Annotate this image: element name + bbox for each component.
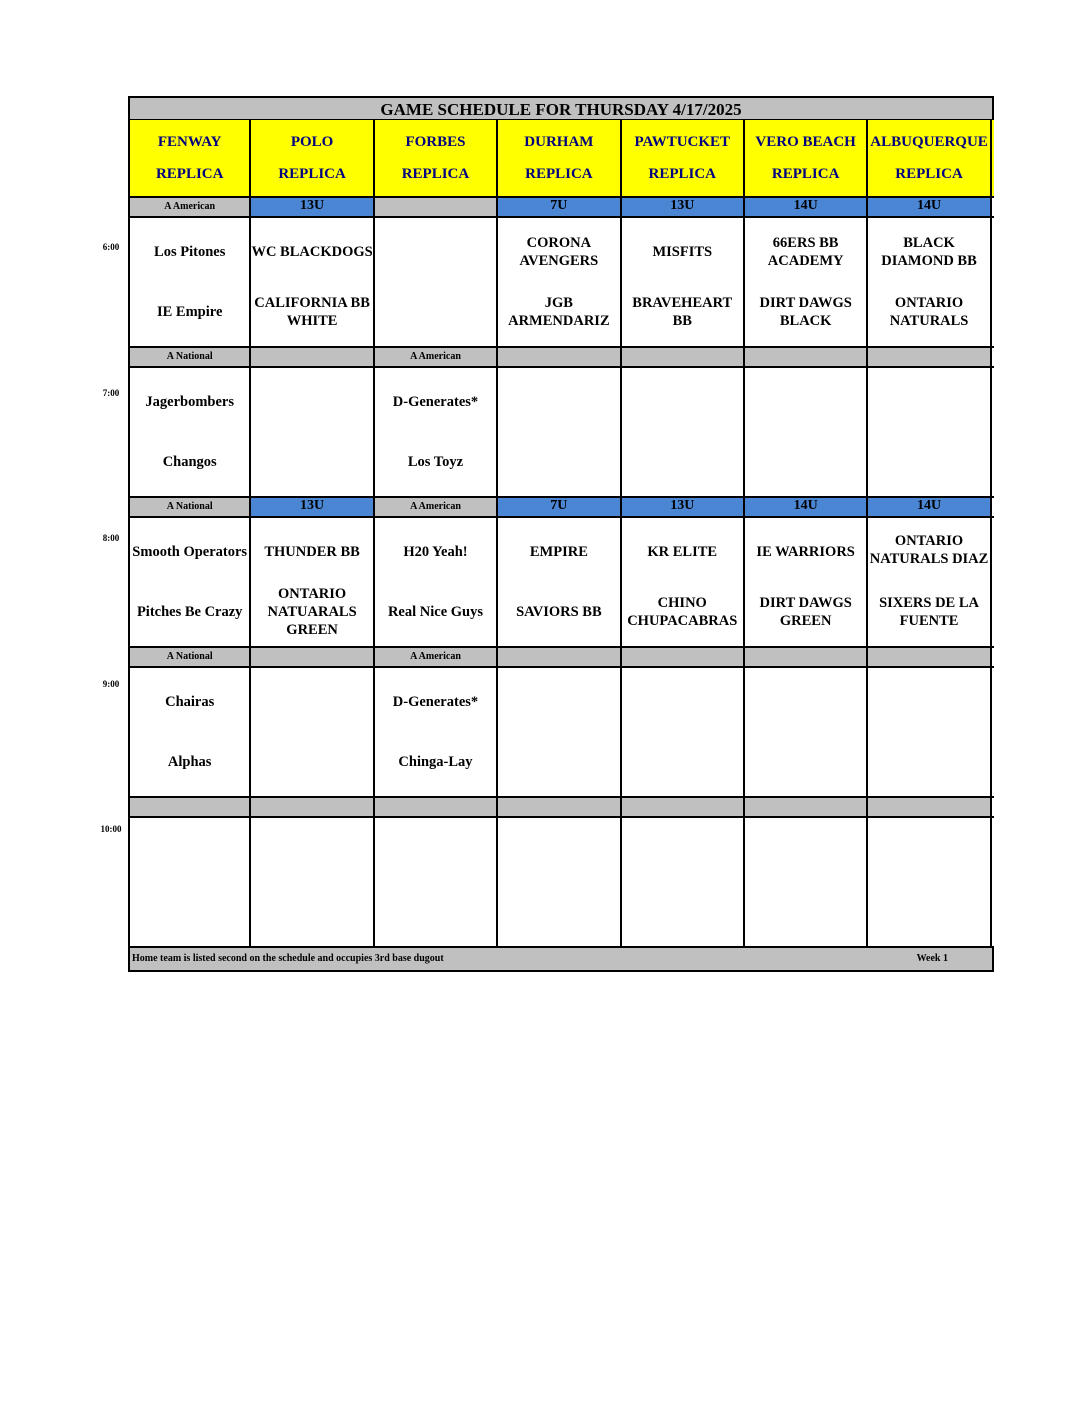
visitor-team: Los Pitones — [154, 244, 226, 260]
division-label: 14U — [745, 198, 868, 216]
field-sub: REPLICA — [648, 165, 717, 182]
home-team — [622, 884, 743, 940]
game-cell — [745, 368, 868, 496]
home-team: SIXERS DE LA FUENTE — [879, 595, 979, 629]
home-team — [375, 884, 496, 940]
home-team: IE Empire — [156, 304, 223, 320]
visitor-team: ONTARIO NATURALS DIAZ — [869, 533, 989, 567]
game-cell — [745, 218, 868, 346]
field-name: VERO BEACH — [755, 133, 856, 150]
division-label: 13U — [622, 498, 745, 516]
division-label — [498, 648, 621, 666]
division-label: 14U — [745, 498, 868, 516]
game-cell — [868, 518, 991, 646]
visitor-team — [622, 374, 743, 430]
home-team: Pitches Be Crazy — [136, 604, 243, 620]
division-row — [128, 198, 994, 218]
home-team — [251, 734, 372, 790]
game-cell — [375, 368, 498, 496]
field-header — [251, 120, 374, 196]
visitor-team — [622, 674, 743, 730]
game-row — [128, 368, 994, 498]
visitor-team — [251, 674, 372, 730]
division-label — [622, 348, 745, 366]
home-team — [868, 884, 989, 940]
division-label — [498, 798, 621, 816]
visitor-team: D-Generates* — [392, 694, 479, 710]
division-label: 13U — [251, 498, 374, 516]
home-team: Los Toyz — [407, 454, 464, 470]
time-label: 9:00 — [102, 679, 120, 689]
game-cell — [622, 668, 745, 796]
division-label: 7U — [498, 498, 621, 516]
home-team: ONTARIO NATUARALS GREEN — [267, 586, 357, 638]
visitor-team — [622, 824, 743, 880]
division-row — [128, 798, 994, 818]
division-label — [745, 798, 868, 816]
game-cell — [622, 368, 745, 496]
game-row — [128, 818, 994, 948]
time-label: 6:00 — [102, 242, 120, 252]
visitor-team: H20 Yeah! — [403, 544, 468, 560]
field-name: PAWTUCKET — [634, 133, 731, 150]
home-team — [130, 884, 249, 940]
home-team — [622, 734, 743, 790]
field-name: FORBES — [405, 133, 466, 150]
division-label — [128, 798, 251, 816]
division-label: 14U — [868, 198, 991, 216]
visitor-team: WC BLACKDOGS — [251, 244, 373, 260]
division-label: 14U — [868, 498, 991, 516]
game-cell — [251, 668, 374, 796]
home-team: Real Nice Guys — [387, 604, 483, 620]
field-header — [745, 120, 868, 196]
game-cell — [498, 518, 621, 646]
division-label: 13U — [251, 198, 374, 216]
visitor-team — [868, 824, 989, 880]
game-cell — [498, 818, 621, 946]
game-cell — [128, 668, 251, 796]
home-team — [498, 884, 619, 940]
visitor-team — [130, 824, 249, 880]
division-label: 13U — [622, 198, 745, 216]
field-header — [868, 120, 991, 196]
visitor-team — [498, 374, 619, 430]
division-label — [745, 348, 868, 366]
visitor-team — [375, 224, 496, 280]
game-cell — [375, 518, 498, 646]
division-label — [251, 648, 374, 666]
game-cell — [622, 218, 745, 346]
visitor-team — [745, 674, 866, 730]
footer-note: Home team is listed second on the schedule and occupies 3rd base dugout — [132, 953, 444, 964]
home-team — [868, 434, 989, 490]
division-label — [251, 348, 374, 366]
visitor-team — [745, 374, 866, 430]
home-team: Alphas — [167, 754, 212, 770]
visitor-team — [375, 824, 496, 880]
time-label: 7:00 — [102, 388, 120, 398]
division-label — [375, 198, 498, 216]
division-label — [868, 798, 991, 816]
division-label: A American — [375, 348, 498, 366]
home-team: Changos — [162, 454, 217, 470]
game-cell — [868, 218, 991, 346]
game-cell — [375, 818, 498, 946]
division-label: A National — [128, 348, 251, 366]
division-label: A National — [128, 498, 251, 516]
home-team: DIRT DAWGS GREEN — [759, 595, 852, 629]
home-team — [375, 284, 496, 340]
division-label: A American — [375, 498, 498, 516]
game-row — [128, 518, 994, 648]
home-team: CHINO CHUPACABRAS — [627, 595, 738, 629]
game-cell — [622, 518, 745, 646]
visitor-team: EMPIRE — [529, 544, 588, 560]
visitor-team: CORONA AVENGERS — [519, 235, 599, 269]
visitor-team: D-Generates* — [392, 394, 479, 410]
home-team: Chinga-Lay — [398, 754, 473, 770]
field-sub: REPLICA — [895, 165, 963, 182]
division-row — [128, 498, 994, 518]
schedule-table — [128, 96, 994, 972]
field-header — [375, 120, 498, 196]
visitor-team — [868, 374, 989, 430]
field-name: DURHAM — [524, 133, 594, 150]
division-label — [745, 648, 868, 666]
division-row — [128, 648, 994, 668]
game-cell — [745, 818, 868, 946]
home-team: CALIFORNIA BB WHITE — [254, 295, 370, 329]
home-team: JGB ARMENDARIZ — [508, 295, 610, 329]
home-team — [251, 884, 372, 940]
division-label — [868, 648, 991, 666]
home-team: DIRT DAWGS BLACK — [759, 295, 852, 329]
field-name: POLO — [290, 133, 334, 150]
home-team: BRAVEHEART BB — [632, 295, 733, 329]
visitor-team: Smooth Operators — [132, 544, 248, 560]
visitor-team: Jagerbombers — [145, 394, 234, 410]
game-cell — [375, 668, 498, 796]
visitor-team: BLACK DIAMOND BB — [881, 235, 977, 269]
field-sub: REPLICA — [155, 165, 224, 182]
field-sub: REPLICA — [525, 165, 593, 182]
game-cell — [251, 518, 374, 646]
field-header-row — [128, 120, 994, 198]
visitor-team: Chairas — [165, 694, 215, 710]
footer-bar — [128, 948, 994, 972]
division-label — [622, 648, 745, 666]
game-cell — [745, 668, 868, 796]
field-sub: REPLICA — [278, 165, 346, 182]
home-team — [498, 734, 619, 790]
home-team — [498, 434, 619, 490]
division-label: 7U — [498, 198, 621, 216]
visitor-team — [868, 674, 989, 730]
game-row — [128, 668, 994, 798]
field-sub: REPLICA — [771, 165, 840, 182]
visitor-team — [251, 374, 372, 430]
game-cell — [251, 818, 374, 946]
game-cell — [251, 368, 374, 496]
game-cell — [128, 518, 251, 646]
game-cell — [622, 818, 745, 946]
division-label — [498, 348, 621, 366]
division-label: A American — [375, 648, 498, 666]
division-label: A American — [128, 198, 251, 216]
game-cell — [128, 368, 251, 496]
visitor-team — [498, 674, 619, 730]
game-row — [128, 218, 994, 348]
home-team: SAVIORS BB — [516, 604, 602, 620]
game-cell — [868, 668, 991, 796]
game-cell — [745, 518, 868, 646]
home-team — [251, 434, 372, 490]
field-header — [128, 120, 251, 196]
field-name: ALBUQUERQUE — [870, 133, 988, 150]
division-label — [251, 798, 374, 816]
home-team: ONTARIO NATURALS — [889, 295, 969, 329]
time-label: 10:00 — [100, 824, 122, 834]
visitor-team — [251, 824, 372, 880]
home-team — [868, 734, 989, 790]
home-team — [745, 884, 866, 940]
week-label: Week 1 — [916, 953, 948, 964]
division-row — [128, 348, 994, 368]
visitor-team — [498, 824, 619, 880]
page-title: GAME SCHEDULE FOR THURSDAY 4/17/2025 — [128, 96, 994, 120]
game-cell — [128, 218, 251, 346]
game-cell — [868, 818, 991, 946]
field-header — [498, 120, 621, 196]
time-label: 8:00 — [102, 533, 120, 543]
visitor-team: 66ERS BB ACADEMY — [767, 235, 844, 269]
field-header — [622, 120, 745, 196]
visitor-team: IE WARRIORS — [756, 544, 855, 560]
field-sub: REPLICA — [401, 165, 470, 182]
visitor-team: KR ELITE — [647, 544, 718, 560]
game-cell — [375, 218, 498, 346]
field-name: FENWAY — [157, 133, 222, 150]
game-cell — [128, 818, 251, 946]
visitor-team: MISFITS — [652, 244, 713, 260]
game-cell — [251, 218, 374, 346]
game-cell — [498, 368, 621, 496]
division-label — [375, 798, 498, 816]
division-label — [868, 348, 991, 366]
visitor-team: THUNDER BB — [264, 544, 360, 560]
home-team — [745, 734, 866, 790]
division-label — [622, 798, 745, 816]
game-cell — [498, 668, 621, 796]
division-label: A National — [128, 648, 251, 666]
game-cell — [498, 218, 621, 346]
home-team — [745, 434, 866, 490]
visitor-team — [745, 824, 866, 880]
home-team — [622, 434, 743, 490]
game-cell — [868, 368, 991, 496]
